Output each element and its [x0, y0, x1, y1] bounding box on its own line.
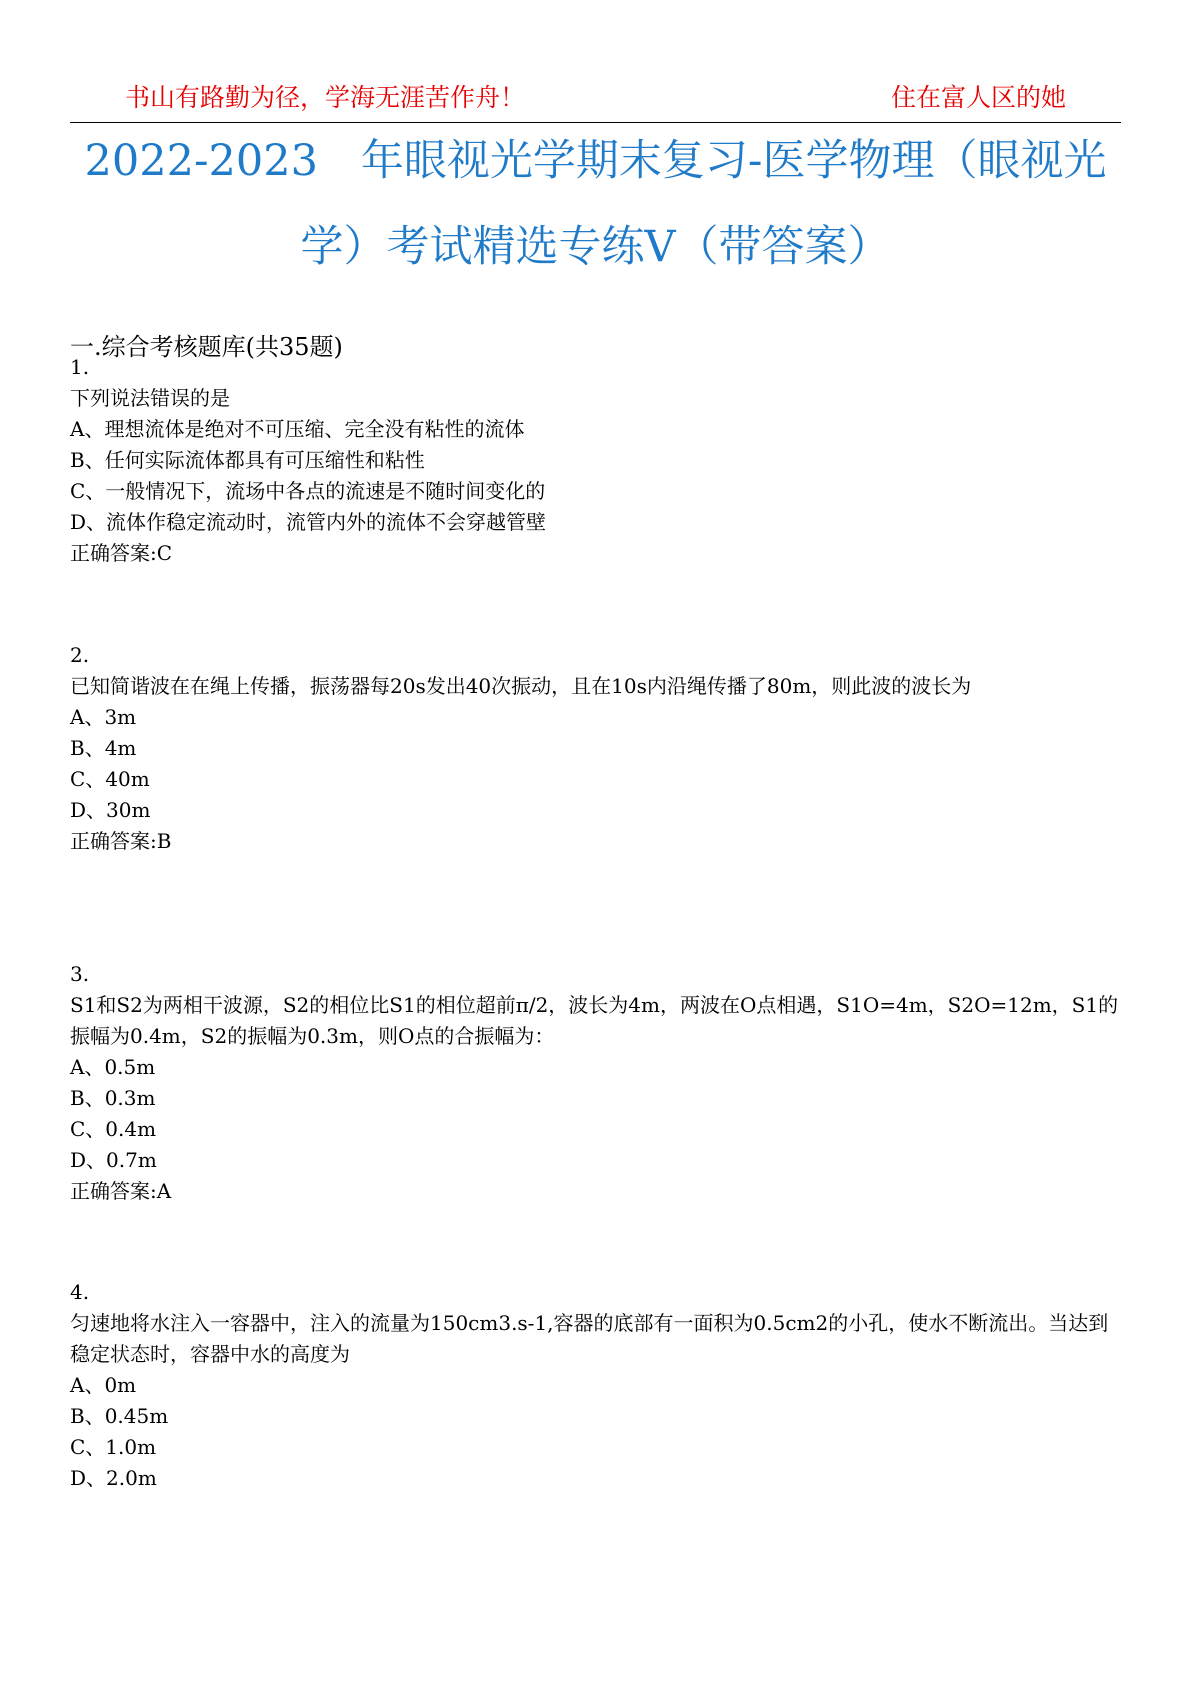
- question-stem: 匀速地将水注入一容器中，注入的流量为150cm3.s-1,容器的底部有一面积为0.5cm2的小孔，使水不断流出。当达到稳定状态时，容器中水的高度为: [70, 1311, 1109, 1366]
- option-d: D、2.0m: [70, 1466, 157, 1490]
- option-a: A、0m: [70, 1373, 137, 1397]
- option-b: B、0.3m: [70, 1086, 156, 1110]
- option-a: A、0.5m: [70, 1055, 156, 1079]
- page-header: [70, 78, 1121, 123]
- option-d: D、流体作稳定流动时，流管内外的流体不会穿越管壁: [70, 510, 547, 534]
- correct-answer: 正确答案:B: [70, 829, 172, 853]
- option-a: A、理想流体是绝对不可压缩、完全没有粘性的流体: [70, 417, 525, 441]
- correct-answer: 正确答案:A: [70, 1179, 172, 1203]
- question-number: 2.: [70, 643, 90, 667]
- option-b: B、任何实际流体都具有可压缩性和粘性: [70, 448, 425, 472]
- option-b: B、4m: [70, 736, 137, 760]
- question-2: [70, 640, 1122, 857]
- option-c: C、40m: [70, 767, 150, 791]
- option-d: D、30m: [70, 798, 151, 822]
- question-1: [70, 352, 1122, 569]
- question-number: 1.: [70, 355, 90, 379]
- option-b: B、0.45m: [70, 1404, 169, 1428]
- option-c: C、一般情况下，流场中各点的流速是不随时间变化的: [70, 479, 546, 503]
- correct-answer: 正确答案:C: [70, 541, 173, 565]
- option-c: C、0.4m: [70, 1117, 157, 1141]
- question-number: 3.: [70, 962, 90, 986]
- question-stem: 下列说法错误的是: [70, 386, 230, 410]
- question-stem: 已知简谐波在在绳上传播，振荡器每20s发出40次振动，且在10s内沿绳传播了80m，则此波的波长为: [70, 674, 972, 698]
- document-title: 2022-2023 年眼视光学期末复习-医学物理（眼视光学）考试精选专练V（带答案）: [84, 136, 1107, 272]
- header-right-motto: 住在富人区的她: [890, 83, 1066, 112]
- header-left-motto: 书山有路勤为径，学海无涯苦作舟！: [125, 83, 526, 112]
- question-3: [70, 959, 1122, 1207]
- question-4: [70, 1277, 1122, 1494]
- question-stem: S1和S2为两相干波源，S2的相位比S1的相位超前π/2，波长为4m，两波在O点相遇，S1O=4m，S2O=12m，S1的振幅为0.4m，S2的振幅为0.3m，则O点的合振幅为：: [70, 993, 1119, 1048]
- option-c: C、1.0m: [70, 1435, 157, 1459]
- section-heading: 一.综合考核题库(共35题): [70, 333, 343, 361]
- question-number: 4.: [70, 1280, 90, 1304]
- option-d: D、0.7m: [70, 1148, 157, 1172]
- option-a: A、3m: [70, 705, 137, 729]
